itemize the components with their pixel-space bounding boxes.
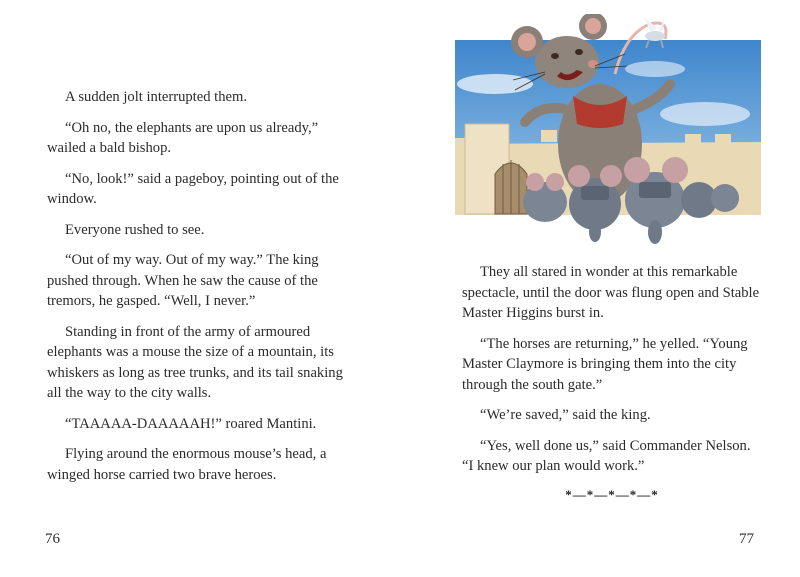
paragraph: “The horses are returning,” he yelled. “Young Master Claymore is bringing them into the city through the south gate.” (462, 335, 748, 393)
illustration (455, 14, 761, 246)
left-page-text (47, 87, 347, 495)
page-number-right: 77 (739, 531, 754, 547)
paragraph: A sudden jolt interrupted them. (65, 89, 247, 105)
paragraph: Flying around the enormous mouse’s head, a winged horse carried two brave heroes. (47, 446, 327, 483)
paragraph: Standing in front of the army of armoured elephants was a mouse the size of a mountain, its whiskers as long as tree trunks, and its tail snaking all the way to the city walls. (47, 323, 343, 401)
page-number-left: 76 (45, 531, 60, 547)
section-divider: *—*—*—*—* (565, 486, 659, 502)
paragraph: “TAAAAA-DAAAAAH!” roared Mantini. (65, 415, 317, 432)
paragraph: “Yes, well done us,” said Commander Nelson. “I knew our plan would work.” (462, 437, 751, 474)
right-page-text (462, 262, 762, 503)
paragraph: They all stared in wonder at this remarkable spectacle, until the door was flung open and Stable Master Higgins burst in. (462, 264, 760, 321)
paragraph: Everyone rushed to see. (65, 221, 205, 238)
paragraph: “Out of my way. Out of my way.” The king pushed through. When he saw the cause of the tremors, he gasped. “Well, I never.” (47, 252, 319, 309)
paragraph: “Oh no, the elephants are upon us already,” wailed a bald bishop. (47, 119, 319, 156)
paragraph: “We’re saved,” said the king. (480, 407, 651, 423)
right-page (400, 0, 800, 577)
paragraph: “No, look!” said a pageboy, pointing out of the window. (47, 170, 339, 207)
